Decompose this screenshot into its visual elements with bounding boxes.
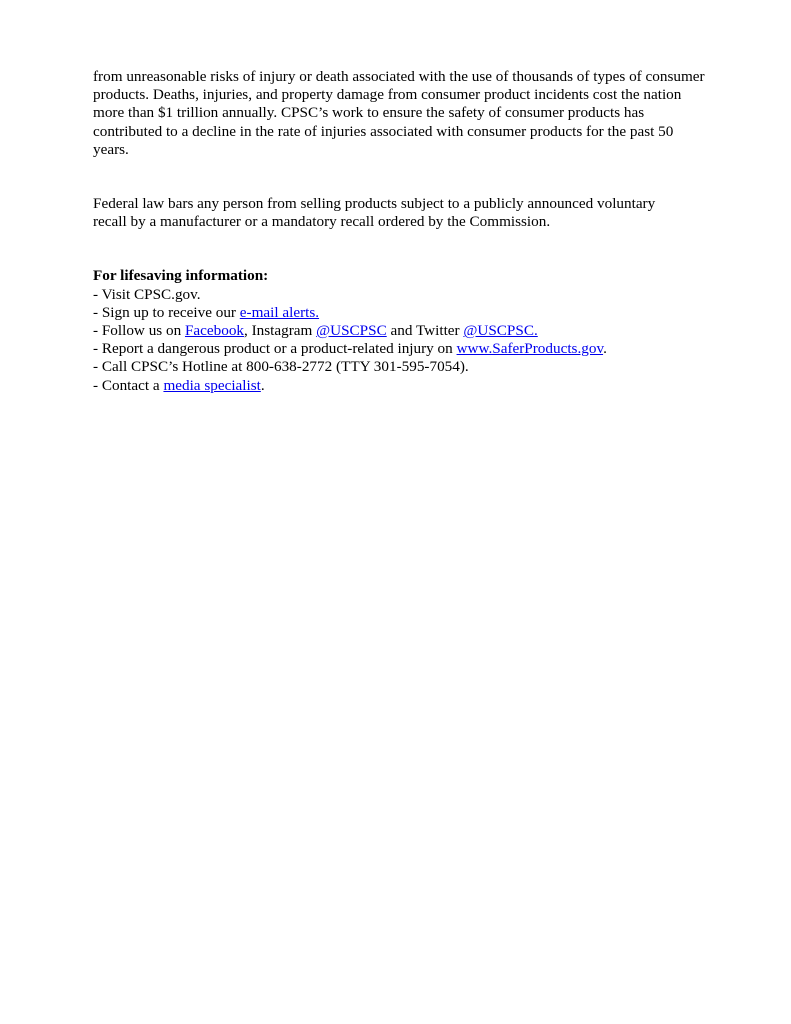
info-item-contact [93,377,705,395]
info-list [93,286,705,395]
info-heading: For lifesaving information: [93,267,269,285]
contact-text: - Contact a [93,376,164,394]
follow-text: - Follow us on [93,322,185,340]
signup-text: - Sign up to receive our [93,303,240,321]
instagram-link[interactable]: @USCPSC [316,322,387,340]
info-item-follow [93,322,705,340]
info-item-report [93,340,705,358]
follow-twitter-text: and Twitter [386,322,464,340]
report-suffix: . [603,340,607,358]
info-item-signup [93,304,705,322]
report-text: - Report a dangerous product or a product-related injury on [93,340,457,358]
email-alerts-link[interactable]: e-mail alerts. [239,303,320,321]
contact-suffix: . [260,376,265,394]
document-page [93,68,705,395]
twitter-link[interactable]: @USCPSC. [463,322,538,340]
info-item-visit: - Visit CPSC.gov. [93,285,201,303]
media-specialist-link[interactable]: media specialist [163,376,261,394]
info-item-hotline: - Call CPSC’s Hotline at 800-638-2772 (TTY 301-595-7054). [93,358,469,376]
body-paragraph: from unreasonable risks of injury or death associated with the use of thousands of types of consumer products. Deaths, injuries, and property damage from consumer product incidents cost the nation more than $1 trillion annually. CPSC’s work to ensure the safety of consumer products has contributed to a decline in the rate of injuries associated with consumer products for the past 50 years. [93,68,705,158]
recall-law-paragraph: Federal law bars any person from selling products subject to a publicly announced voluntary recall by a manufacturer or a mandatory recall ordered by the Commission. [93,195,656,231]
facebook-link[interactable]: Facebook [184,322,245,340]
saferproducts-link[interactable]: www.SaferProducts.gov [456,340,604,358]
follow-instagram-text: , Instagram [244,322,317,340]
